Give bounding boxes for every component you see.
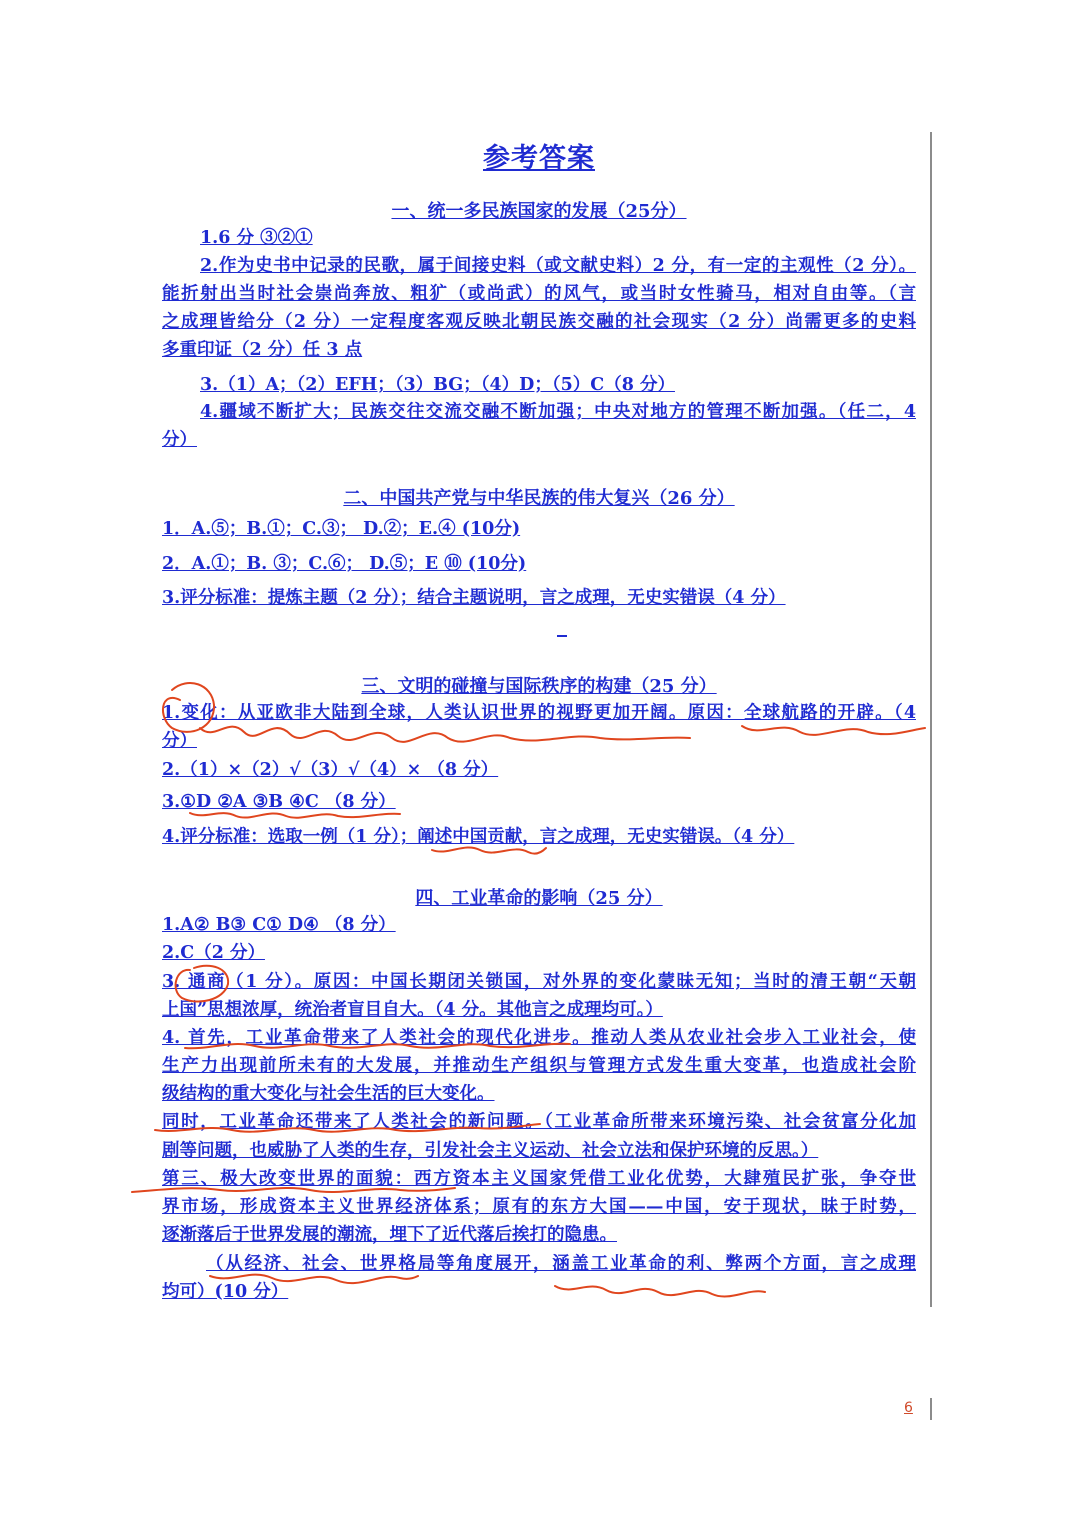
s1-line-4: 之成理皆给分（2 分）一定程度客观反映北朝民族交融的社会现实（2 分）尚需更多的史料: [162, 312, 916, 332]
s2-line-3: 3.评分标准：提炼主题（2 分）；结合主题说明，言之成理，无史实错误（4 分）: [162, 588, 786, 608]
stray-dash: [557, 635, 567, 637]
s4-line-9: 剧等问题，也威胁了人类的生存，引发社会主义运动、社会立法和保护环境的反思。）: [162, 1141, 819, 1161]
s4-line-2: 2.C（2 分）: [162, 943, 265, 963]
s2-line-1: 1．A.⑤；B.①；C.③； D.②；E.④ (10分): [162, 519, 521, 539]
s4-line-8: 同时，工业革命还带来了人类社会的新问题。（工业革命所带来环境污染、社会贫富分化加: [162, 1112, 916, 1132]
s1-line-8: 分）: [162, 430, 197, 450]
section-2-heading: 二、中国共产党与中华民族的伟大复兴（26 分）: [343, 488, 735, 509]
section-1-heading: 一、统一多民族国家的发展（25分）: [391, 201, 687, 222]
s3-line-4: 3.①D ②A ③B ④C （8 分）: [162, 792, 396, 812]
s4-line-11: 界市场，形成资本主义世界经济体系；原有的东方大国——中国，安于现状，昧于时势，: [162, 1197, 916, 1217]
s4-line-3: 3. 通商（1 分）。原因：中国长期闭关锁国，对外界的变化蒙昧无知；当时的清王朝“天朝: [162, 972, 916, 992]
s3-line-5: 4.评分标准：选取一例（1 分）；阐述中国贡献，言之成理，无史实错误。（4 分）: [162, 827, 795, 847]
s4-line-5: 4. 首先，工业革命带来了人类社会的现代化进步。推动人类从农业社会步入工业社会，使: [162, 1028, 916, 1048]
s4-line-6: 生产力出现前所未有的大发展，并推动生产组织与管理方式发生重大变革，也造成社会阶: [162, 1056, 916, 1076]
section-3-heading: 三、文明的碰撞与国际秩序的构建（25 分）: [361, 676, 717, 697]
page-number-rule: [930, 1398, 932, 1420]
s3-line-1: 1.变化：从亚欧非大陆到全球，人类认识世界的视野更加开阔。原因：全球航路的开辟。（4: [162, 703, 916, 723]
page-number: 6: [904, 1400, 913, 1416]
section-4-heading: 四、工业革命的影响（25 分）: [415, 888, 663, 909]
s2-line-2: 2．A.①；B. ③；C.⑥； D.⑤；E ⑩ (10分): [162, 554, 527, 574]
s3-line-2: 分）: [162, 731, 197, 751]
s4-line-13: （从经济、社会、世界格局等角度展开，涵盖工业革命的利、弊两个方面，言之成理: [206, 1254, 916, 1274]
s1-line-7: 4.疆域不断扩大；民族交往交流交融不断加强；中央对地方的管理不断加强。（任二，4: [200, 402, 916, 422]
s4-line-12: 逐渐落后于世界发展的潮流，埋下了近代落后挨打的隐患。: [162, 1225, 617, 1245]
s4-line-4: 上国”思想浓厚，统治者盲目自大。（4 分。其他言之成理均可。）: [162, 1000, 663, 1020]
s1-line-2: 2.作为史书中记录的民歌，属于间接史料（或文献史料）2 分，有一定的主观性（2 分）。: [200, 256, 916, 276]
s3-line-3: 2.（1）×（2）√（3）√（4）× （8 分）: [162, 760, 499, 780]
s1-line-5: 多重印证（2 分）任 3 点: [162, 340, 363, 360]
page-title: 参考答案: [483, 143, 595, 174]
s4-line-7: 级结构的重大变化与社会生活的巨大变化。: [162, 1084, 495, 1104]
s1-line-1: 1.6 分 ③②①: [200, 228, 313, 248]
s4-line-1: 1.A② B③ C① D④ （8 分）: [162, 915, 396, 935]
s1-line-3: 能折射出当时社会崇尚奔放、粗犷（或尚武）的风气，或当时女性骑马，相对自由等。（言: [162, 284, 916, 304]
s1-line-6: 3.（1）A；（2）EFH；（3）BG；（4）D；（5）C（8 分）: [200, 375, 675, 395]
s4-line-14: 均可）(10 分）: [162, 1282, 289, 1302]
right-margin-rule: [930, 132, 932, 1307]
s4-line-10: 第三、极大改变世界的面貌：西方资本主义国家凭借工业化优势，大肆殖民扩张，争夺世: [162, 1169, 916, 1189]
